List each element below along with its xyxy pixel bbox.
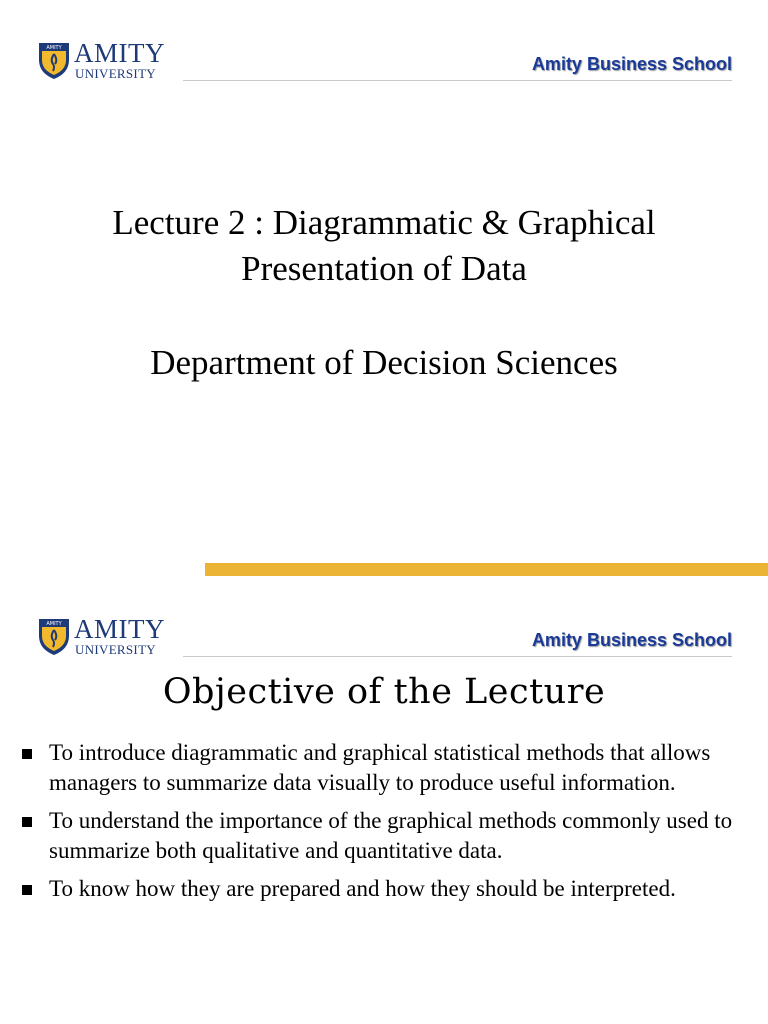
objective-slide: [0, 580, 768, 1024]
amity-logo: [37, 616, 177, 658]
list-item: [20, 874, 740, 904]
header-divider: [183, 656, 732, 657]
amity-shield-icon: [37, 616, 71, 656]
header-divider: [183, 80, 732, 81]
list-item-text: To know how they are prepared and how they should be interpreted.: [49, 876, 676, 901]
objective-title: Objective of the Lecture: [162, 672, 606, 712]
logo-name: AMITY: [74, 38, 165, 68]
amity-shield-icon: [37, 40, 71, 80]
svg-text:AMITY: AMITY: [46, 621, 62, 627]
lecture-title: [40, 200, 728, 292]
school-name: Amity Business School: [531, 630, 732, 650]
list-item-text: To introduce diagrammatic and graphical statistical methods that allows managers to summarize data visually to produce useful information.: [49, 740, 711, 795]
logo-subtitle: UNIVERSITY: [75, 66, 156, 81]
list-item: [20, 738, 740, 798]
square-bullet-icon: [22, 749, 32, 759]
svg-text:AMITY: AMITY: [46, 45, 62, 51]
objective-list: [20, 738, 740, 912]
footer-accent-bar: [205, 563, 768, 576]
list-item-text: To understand the importance of the graphical methods commonly used to summarize both qualitative and quantitative data.: [49, 808, 733, 863]
square-bullet-icon: [22, 817, 32, 827]
logo-subtitle: UNIVERSITY: [75, 642, 156, 657]
lecture-title-line1: Lecture 2 : Diagrammatic & Graphical: [112, 203, 656, 242]
logo-name: AMITY: [74, 614, 165, 644]
amity-logo: [37, 40, 177, 82]
list-item: [20, 806, 740, 866]
school-name: Amity Business School: [531, 54, 732, 74]
lecture-title-line2: Presentation of Data: [241, 249, 527, 288]
department-name: Department of Decision Sciences: [150, 343, 618, 382]
square-bullet-icon: [22, 885, 32, 895]
